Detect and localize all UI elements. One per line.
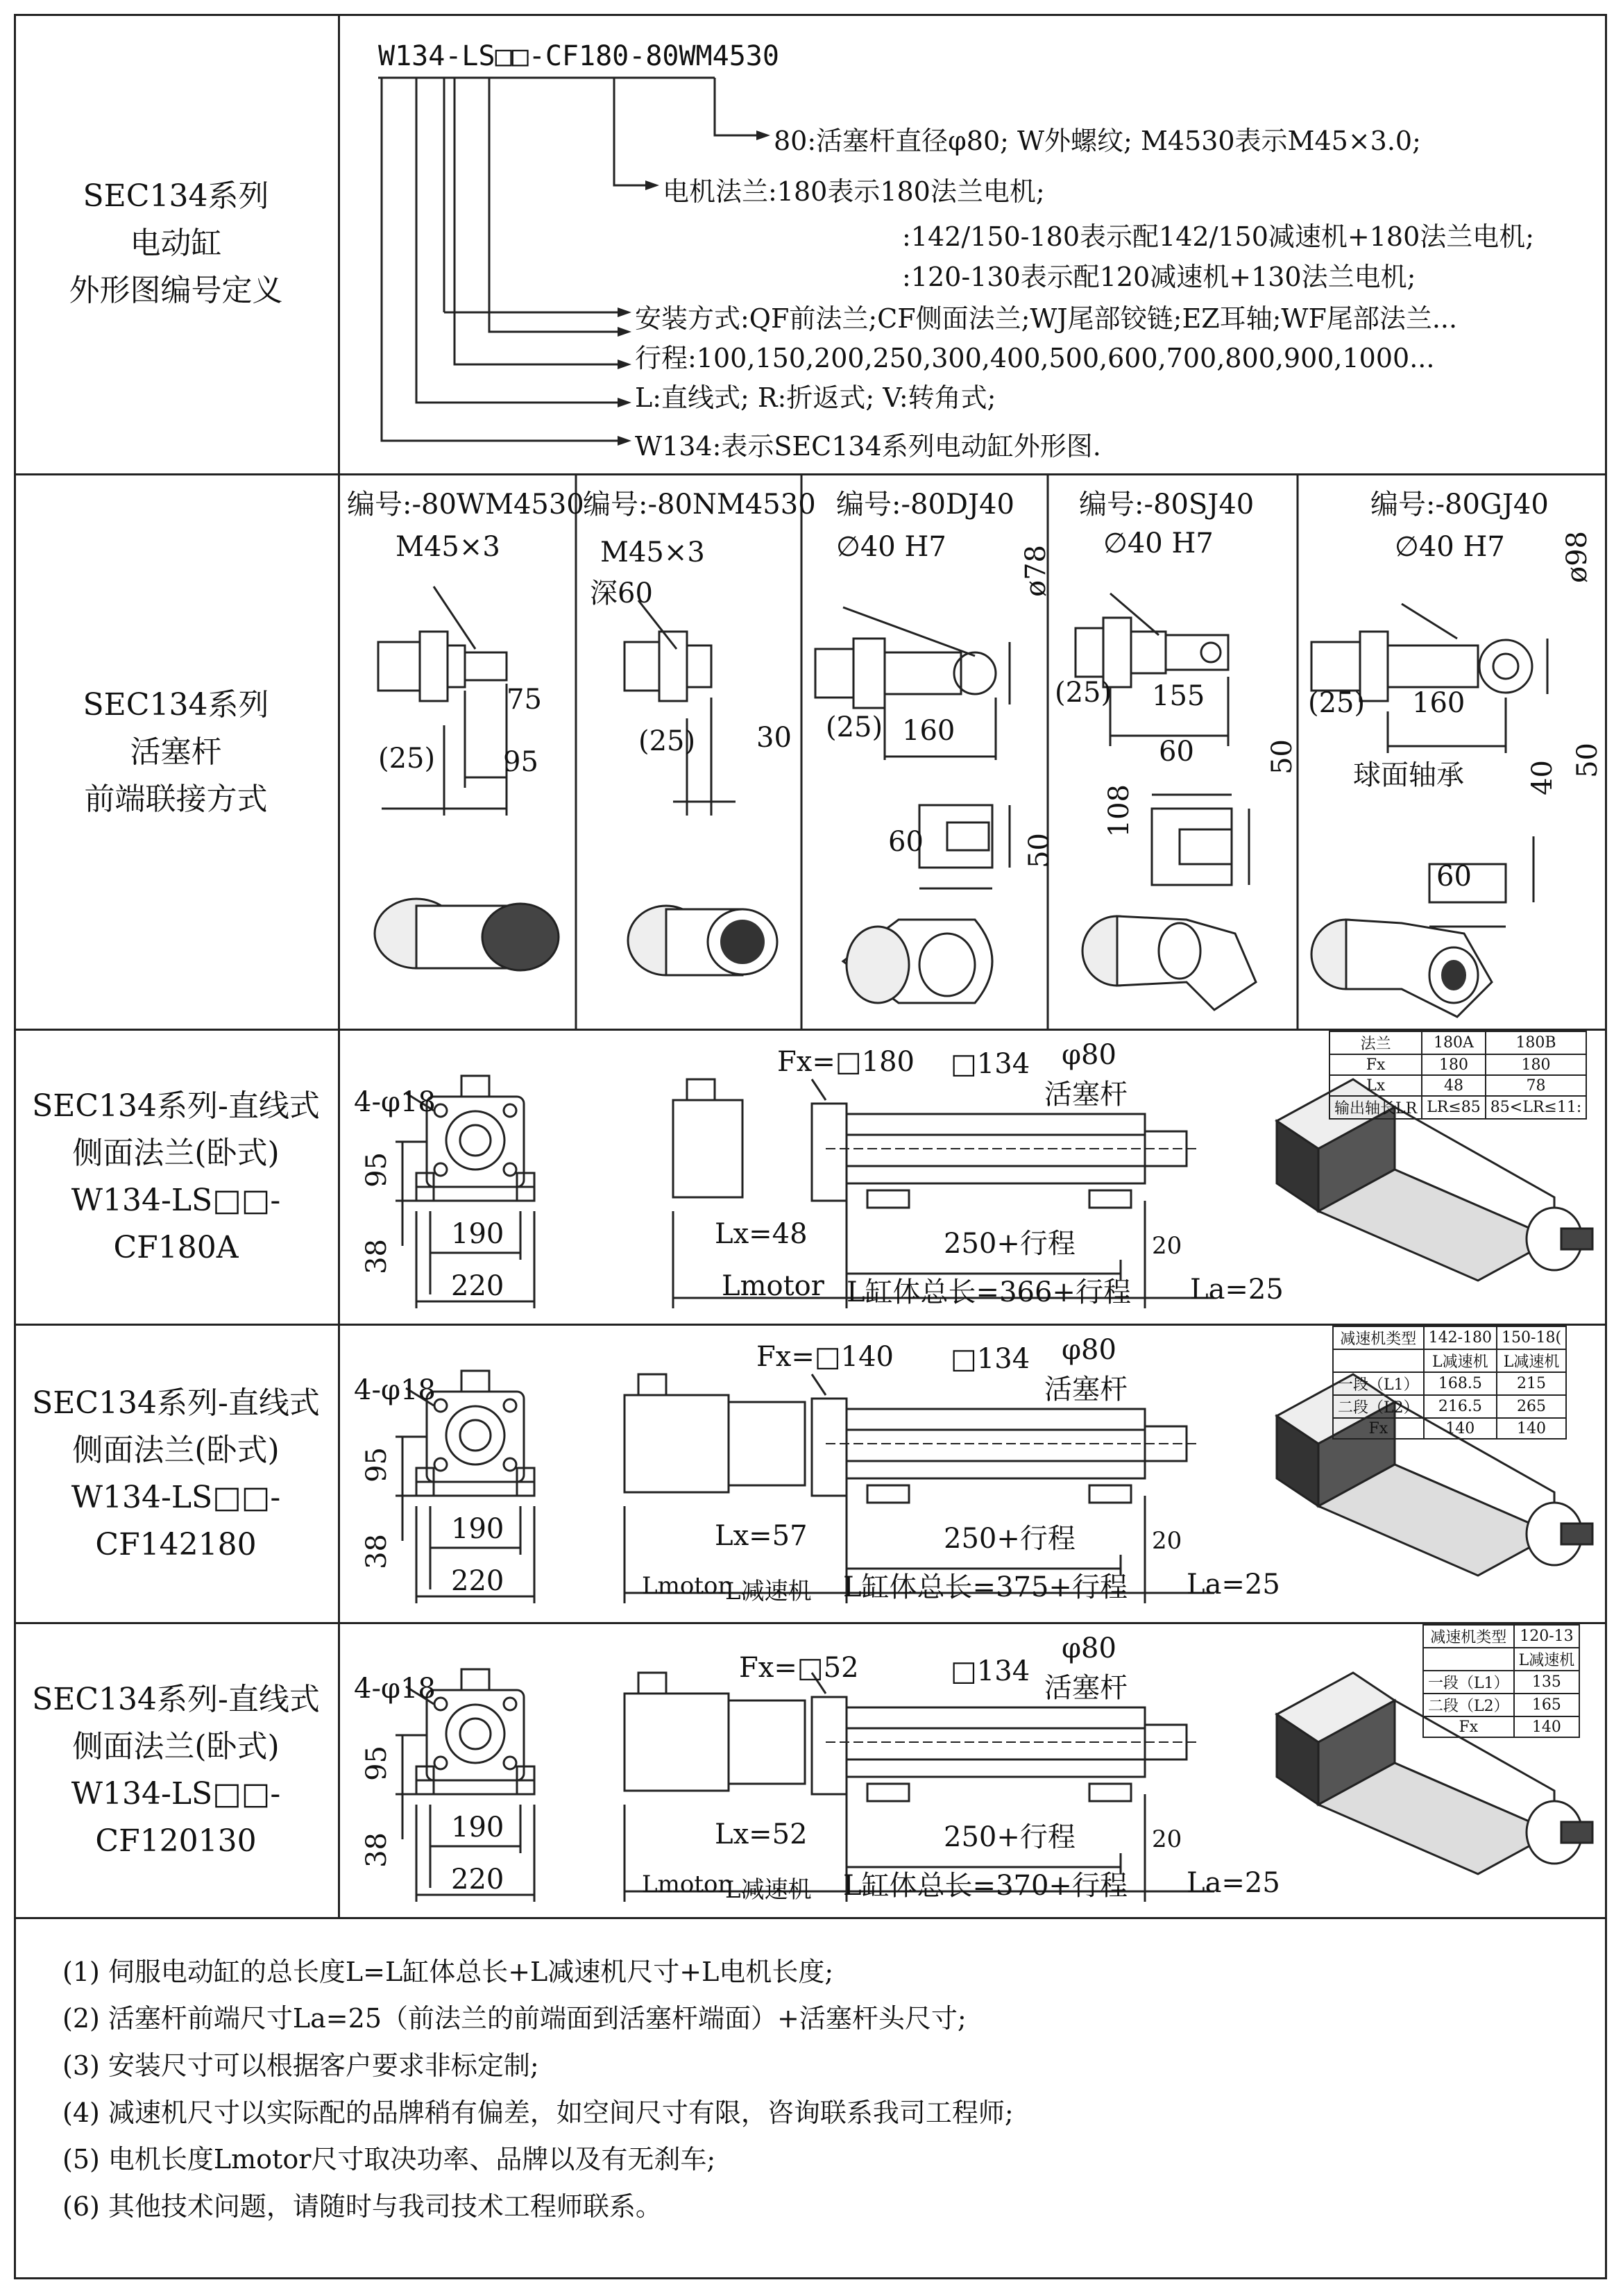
- body-length: L缸体总长=375+行程: [843, 1571, 1128, 1603]
- flange-size: Fx=□180: [777, 1046, 915, 1078]
- table-cell: 法兰: [1329, 1031, 1422, 1054]
- table-cell: Fx: [1423, 1716, 1514, 1737]
- dim-label: (25): [638, 725, 696, 757]
- assembly-drawing: [340, 1031, 1607, 1324]
- title-line: SEC134系列: [83, 686, 269, 723]
- table-cell: 140: [1497, 1418, 1566, 1439]
- assembly-drawing: [340, 1326, 1607, 1622]
- table-row: [1329, 1096, 1586, 1119]
- dim-height-2: 38: [361, 1832, 393, 1868]
- dim-label: (25): [378, 743, 436, 775]
- motor-length: Lmotor: [642, 1572, 729, 1600]
- thread-spec: M45×3: [396, 531, 500, 563]
- dim-label: (25): [1308, 687, 1366, 719]
- rod-end-variants: [340, 475, 1607, 1029]
- table-cell: 减速机类型: [1423, 1625, 1514, 1648]
- title-line: W134-LS□□-CF180A: [71, 1183, 281, 1265]
- dim-height-1: 95: [361, 1746, 393, 1781]
- dim-width-1: 190: [451, 1812, 504, 1843]
- table-cell: 140: [1514, 1716, 1580, 1737]
- variant-code: 编号:-80NM4530: [583, 489, 816, 521]
- table-cell: Fx: [1329, 1054, 1422, 1075]
- rod-label: 活塞杆: [1044, 1374, 1128, 1406]
- section-title: [14, 1031, 340, 1324]
- title-line: SEC134系列-直线式: [32, 1682, 320, 1717]
- dim-width-1: 190: [451, 1218, 504, 1250]
- dim-lx: Lx=52: [715, 1818, 808, 1850]
- rod-extension: La=25: [1190, 1274, 1284, 1306]
- section-rod-end: [14, 475, 1607, 1031]
- table-cell: 165: [1514, 1694, 1580, 1716]
- table-cell: 180A: [1422, 1031, 1486, 1054]
- title-line: 侧面法兰(卧式): [72, 1729, 280, 1764]
- table-cell: 135: [1514, 1671, 1580, 1694]
- table-cell: 215: [1497, 1372, 1566, 1395]
- hole-spec: 4-φ18: [354, 1673, 436, 1705]
- note-line: (1) 伺服电动缸的总长度L=L缸体总长+L减速机尺寸+L电机长度;: [62, 1957, 834, 1987]
- table-cell: 85<LR≤11:: [1486, 1096, 1586, 1119]
- dim-20: 20: [1152, 1825, 1182, 1853]
- cylinder-square: □134: [951, 1655, 1030, 1687]
- table-row: [1329, 1054, 1586, 1075]
- def-motor-flange: 电机法兰:180表示180法兰电机;: [663, 176, 1045, 207]
- dim-label: 60: [1159, 736, 1194, 768]
- table-row: [1423, 1625, 1579, 1648]
- variant-code: 编号:-80DJ40: [836, 489, 1014, 521]
- note-line: (4) 减速机尺寸以实际配的品牌稍有偏差，如空间尺寸有限，咨询联系我司工程师;: [62, 2097, 1014, 2128]
- spec-table: [1332, 1326, 1567, 1440]
- cylinder-square: □134: [951, 1343, 1030, 1375]
- def-rod: 80:活塞杆直径φ80; W外螺纹; M4530表示M45×3.0;: [774, 126, 1421, 156]
- dim-label: ø98: [1561, 531, 1593, 583]
- note-line: (6) 其他技术问题，请随时与我司技术工程师联系。: [62, 2191, 662, 2222]
- rod-label: 活塞杆: [1044, 1079, 1128, 1111]
- dim-label: (25): [826, 711, 883, 743]
- dim-height-1: 95: [361, 1152, 393, 1188]
- bore-spec: ∅40 H7: [1395, 531, 1505, 563]
- table-cell: 180: [1422, 1054, 1486, 1075]
- table-cell: 二段（L2）: [1423, 1694, 1514, 1716]
- dim-label: 40: [1527, 760, 1558, 795]
- table-cell: 78: [1486, 1075, 1586, 1096]
- bore-spec: ∅40 H7: [836, 531, 946, 563]
- dim-width-1: 190: [451, 1513, 504, 1545]
- def-mounting: 安装方式:QF前法兰;CF侧面法兰;WJ尾部铰链;EZ耳轴;WF尾部法兰...: [635, 303, 1458, 334]
- body-length: L缸体总长=370+行程: [843, 1870, 1128, 1902]
- code-definition: [340, 14, 1607, 473]
- def-motor-flange-2: :142/150-180表示配142/150减速机+180法兰电机;: [902, 221, 1535, 252]
- dim-label: 75: [507, 684, 542, 716]
- section-title: [14, 475, 340, 1029]
- reducer-length: L减速机: [725, 1876, 812, 1904]
- table-cell: 一段（L1）: [1333, 1372, 1424, 1395]
- rod-extension: La=25: [1187, 1867, 1280, 1899]
- table-row: [1423, 1716, 1579, 1737]
- title-line: W134-LS□□-CF142180: [71, 1479, 281, 1562]
- def-series: W134:表示SEC134系列电动缸外形图.: [635, 431, 1101, 462]
- table-row: [1329, 1031, 1586, 1054]
- hole-spec: 4-φ18: [354, 1374, 436, 1406]
- dim-height-2: 38: [361, 1534, 393, 1569]
- rod-end-drawing: [801, 517, 1048, 1003]
- def-stroke: 行程:100,150,200,250,300,400,500,600,700,800,900,1000...: [635, 343, 1435, 373]
- section-linear-side-flange: [14, 1326, 1607, 1624]
- flange-size: Fx=□140: [756, 1341, 894, 1373]
- dim-label: 160: [1412, 687, 1465, 719]
- table-cell: L减速机: [1497, 1349, 1566, 1372]
- dim-label: 160: [902, 715, 955, 747]
- dim-label: 95: [503, 746, 538, 778]
- dim-label: 155: [1152, 680, 1205, 712]
- table-row: [1333, 1395, 1566, 1418]
- rod-label: 活塞杆: [1044, 1672, 1128, 1704]
- table-cell: 一段（L1）: [1423, 1671, 1514, 1694]
- title-line: SEC134系列-直线式: [32, 1385, 320, 1421]
- table-row: [1423, 1694, 1579, 1716]
- body-length: L缸体总长=366+行程: [847, 1276, 1131, 1308]
- table-cell: 216.5: [1424, 1395, 1497, 1418]
- spec-table: [1422, 1624, 1580, 1738]
- title-line: SEC134系列-直线式: [32, 1088, 320, 1124]
- title-line: 前端联接方式: [84, 781, 268, 817]
- dim-width-2: 220: [451, 1864, 504, 1896]
- dim-label: 30: [756, 722, 792, 754]
- section-title: [14, 1624, 340, 1917]
- table-row: [1329, 1075, 1586, 1096]
- variant-code: 编号:-80GJ40: [1370, 489, 1549, 521]
- note-line: (5) 电机长度Lmotor尺寸取决功率、品牌以及有无刹车;: [62, 2144, 716, 2175]
- dim-stroke: 250+行程: [944, 1821, 1076, 1853]
- title-line: W134-LS□□-CF120130: [71, 1776, 281, 1859]
- def-motor-flange-3: :120-130表示配120减速机+130法兰电机;: [902, 262, 1416, 292]
- note-line: (2) 活塞杆前端尺寸La=25（前法兰的前端面到活塞杆端面）+活塞杆头尺寸;: [62, 2003, 967, 2034]
- table-row: [1333, 1418, 1566, 1439]
- spec-table: [1329, 1031, 1587, 1120]
- table-cell: Fx: [1333, 1418, 1424, 1439]
- reducer-length: L减速机: [725, 1578, 812, 1605]
- table-cell: 142-180: [1424, 1326, 1497, 1349]
- table-cell: 120-13: [1514, 1625, 1580, 1648]
- dim-label: 60: [1436, 861, 1472, 893]
- title-line: 侧面法兰(卧式): [72, 1136, 280, 1171]
- rod-extension: La=25: [1187, 1569, 1280, 1601]
- title-line: 外形图编号定义: [69, 273, 283, 308]
- table-row: [1423, 1648, 1579, 1671]
- table-row: [1333, 1326, 1566, 1349]
- table-cell: 265: [1497, 1395, 1566, 1418]
- table-cell: L减速机: [1514, 1648, 1580, 1671]
- table-row: [1333, 1349, 1566, 1372]
- dim-label: ø78: [1020, 545, 1052, 597]
- table-cell: Lx: [1329, 1075, 1422, 1096]
- table-cell: 48: [1422, 1075, 1486, 1096]
- table-cell: [1333, 1349, 1424, 1372]
- flange-size: Fx=□52: [739, 1652, 859, 1684]
- table-cell: 168.5: [1424, 1372, 1497, 1395]
- table-cell: 140: [1424, 1418, 1497, 1439]
- section-linear-side-flange: [14, 1624, 1607, 1919]
- dim-label: 50: [1266, 739, 1298, 775]
- dim-label: 60: [888, 826, 924, 858]
- motor-length: Lmotor: [642, 1871, 729, 1898]
- table-cell: [1423, 1648, 1514, 1671]
- def-type: L:直线式; R:折返式; V:转角式;: [635, 382, 996, 413]
- rod-diameter: φ80: [1062, 1039, 1116, 1071]
- table-cell: LR≤85: [1422, 1096, 1486, 1119]
- dim-20: 20: [1152, 1232, 1182, 1260]
- dim-height-1: 95: [361, 1447, 393, 1483]
- variant-code: 编号:-80WM4530: [347, 489, 584, 521]
- table-cell: 减速机类型: [1333, 1326, 1424, 1349]
- dim-width-2: 220: [451, 1565, 504, 1597]
- model-code: W134-LS□□-CF180-80WM4530: [378, 40, 779, 72]
- bore-spec: ∅40 H7: [1103, 527, 1214, 559]
- hole-spec: 4-φ18: [354, 1086, 436, 1118]
- cylinder-square: □134: [951, 1048, 1030, 1080]
- dim-20: 20: [1152, 1527, 1182, 1555]
- table-cell: L减速机: [1424, 1349, 1497, 1372]
- section-model-code: [14, 14, 1607, 475]
- dim-lx: Lx=48: [715, 1218, 808, 1250]
- table-row: [1423, 1671, 1579, 1694]
- table-cell: 180B: [1486, 1031, 1586, 1054]
- thread-spec: M45×3: [600, 537, 705, 568]
- dim-label: (25): [1055, 677, 1112, 709]
- rod-diameter: φ80: [1062, 1632, 1116, 1664]
- table-cell: 输出轴长LR: [1329, 1096, 1422, 1119]
- thread-depth: 深60: [590, 577, 653, 609]
- table-cell: 150-18(: [1497, 1326, 1566, 1349]
- section-title: [14, 1326, 340, 1622]
- bearing-label: 球面轴承: [1353, 759, 1464, 791]
- table-row: [1333, 1372, 1566, 1395]
- dim-label: 108: [1103, 784, 1135, 838]
- motor-length: Lmotor: [722, 1270, 824, 1302]
- variant-code: 编号:-80SJ40: [1079, 489, 1255, 521]
- section-notes: [14, 1919, 1607, 2279]
- dim-label: 50: [1572, 743, 1604, 778]
- note-line: (3) 安装尺寸可以根据客户要求非标定制;: [62, 2050, 539, 2081]
- table-cell: 180: [1486, 1054, 1586, 1075]
- dim-label: 50: [1023, 833, 1055, 868]
- dim-lx: Lx=57: [715, 1520, 808, 1552]
- title-line: 活塞杆: [130, 734, 222, 770]
- dim-stroke: 250+行程: [944, 1228, 1076, 1260]
- table-cell: 二段（L2）: [1333, 1395, 1424, 1418]
- title-line: 电动缸: [130, 226, 222, 261]
- title-line: 侧面法兰(卧式): [72, 1432, 280, 1468]
- rod-diameter: φ80: [1062, 1334, 1116, 1366]
- section-linear-side-flange: [14, 1031, 1607, 1326]
- section-title: [14, 14, 340, 473]
- title-line: SEC134系列: [83, 178, 269, 214]
- dim-width-2: 220: [451, 1270, 504, 1302]
- assembly-drawing: [340, 1624, 1607, 1917]
- dim-height-2: 38: [361, 1239, 393, 1274]
- dim-stroke: 250+行程: [944, 1523, 1076, 1555]
